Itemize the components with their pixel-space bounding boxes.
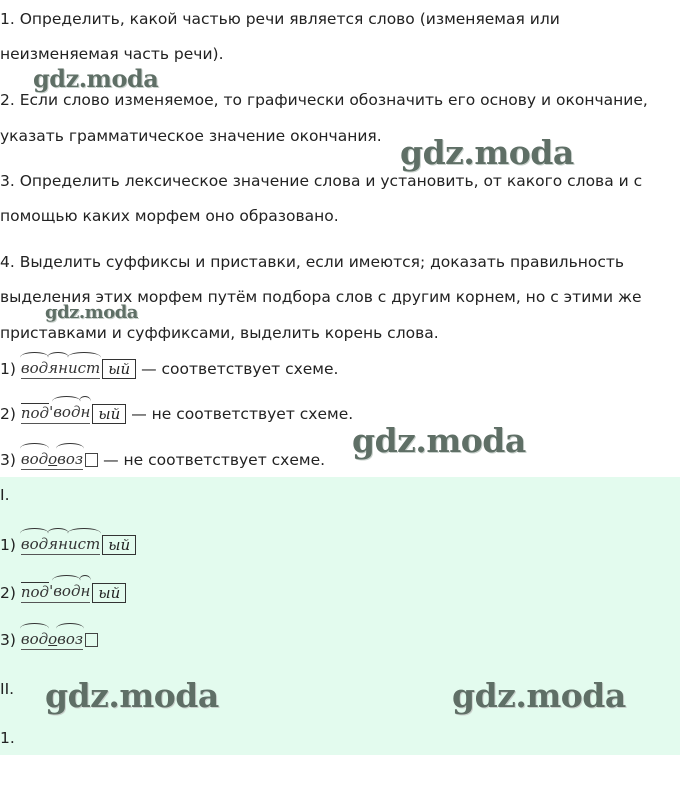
instruction-2a: 2. Если слово изменяемое, то графически обозначить его основу и окончание, — [0, 91, 648, 109]
instruction-3a: 3. Определить лексическое значение слова и установить, от какого слова и с — [0, 172, 643, 190]
instruction-3b: помощью каких морфем оно образовано. — [0, 207, 339, 225]
root: вод — [53, 403, 81, 421]
root: воз — [57, 450, 84, 468]
example-number: 1) — [0, 360, 16, 378]
connecting-vowel: о — [48, 450, 58, 468]
watermark-logo: gdz.moda — [452, 676, 626, 715]
watermark-logo: gdz.moda — [45, 302, 138, 323]
section-roman-2: II. — [0, 680, 15, 698]
ending-box: ый — [92, 583, 126, 603]
word-base — [21, 630, 83, 650]
apostrophe: ' — [49, 403, 54, 421]
example-2 — [0, 402, 353, 424]
suffix: ян — [48, 535, 68, 553]
zero-ending-box — [85, 453, 98, 467]
prefix: под — [20, 583, 50, 601]
answer-number: 1) — [0, 536, 16, 554]
example-note: — не соответствует схеме. — [131, 405, 354, 423]
word-base — [21, 450, 83, 470]
instruction-1b: неизменяемая часть речи). — [0, 45, 224, 63]
suffix: н — [80, 582, 91, 600]
suffix: н — [80, 403, 91, 421]
word-base — [21, 582, 91, 603]
watermark-logo: gdz.moda — [45, 676, 219, 715]
root: вод — [20, 450, 49, 468]
instruction-4c: приставками и суффиксами, выделить корень слова. — [0, 324, 439, 342]
answer-1 — [0, 533, 136, 555]
answer-2 — [0, 581, 126, 603]
watermark-logo: gdz.moda — [400, 133, 574, 172]
root: вод — [20, 535, 49, 553]
example-number: 3) — [0, 451, 16, 469]
zero-ending-box — [85, 633, 98, 647]
watermark-logo: gdz.moda — [33, 64, 159, 93]
word-base — [21, 403, 91, 424]
answer-3 — [0, 628, 98, 650]
instruction-4a: 4. Выделить суффиксы и приставки, если имеются; доказать правильность — [0, 253, 625, 271]
root: вод — [20, 630, 49, 648]
watermark-logo: gdz.moda — [352, 421, 526, 460]
apostrophe: ' — [49, 582, 54, 600]
example-3 — [0, 448, 325, 470]
answer-number: 3) — [0, 631, 16, 649]
instruction-4b: выделения этих морфем путём подбора слов с другим корнем, но с этими же — [0, 288, 642, 306]
answer-number: 2) — [0, 584, 16, 602]
word-base — [21, 359, 100, 379]
section-roman-1: I. — [0, 486, 10, 504]
suffix: ист — [67, 359, 101, 377]
suffix: ян — [48, 359, 68, 377]
prefix: под — [20, 404, 50, 422]
root: вод — [20, 359, 49, 377]
example-1 — [0, 357, 338, 379]
example-note: — соответствует схеме. — [141, 360, 339, 378]
answer-number-final: 1. — [0, 729, 15, 747]
connecting-vowel: о — [48, 630, 58, 648]
suffix: ист — [67, 535, 101, 553]
example-number: 2) — [0, 405, 16, 423]
root: вод — [53, 582, 81, 600]
word-base — [21, 535, 100, 555]
example-note: — не соответствует схеме. — [103, 451, 326, 469]
ending-box: ый — [102, 535, 136, 555]
ending-box: ый — [92, 404, 126, 424]
instruction-1a: 1. Определить, какой частью речи является слово (изменяемая или — [0, 10, 560, 28]
instruction-2b: указать грамматическое значение окончания. — [0, 127, 382, 145]
root: воз — [57, 630, 84, 648]
ending-box: ый — [102, 359, 136, 379]
